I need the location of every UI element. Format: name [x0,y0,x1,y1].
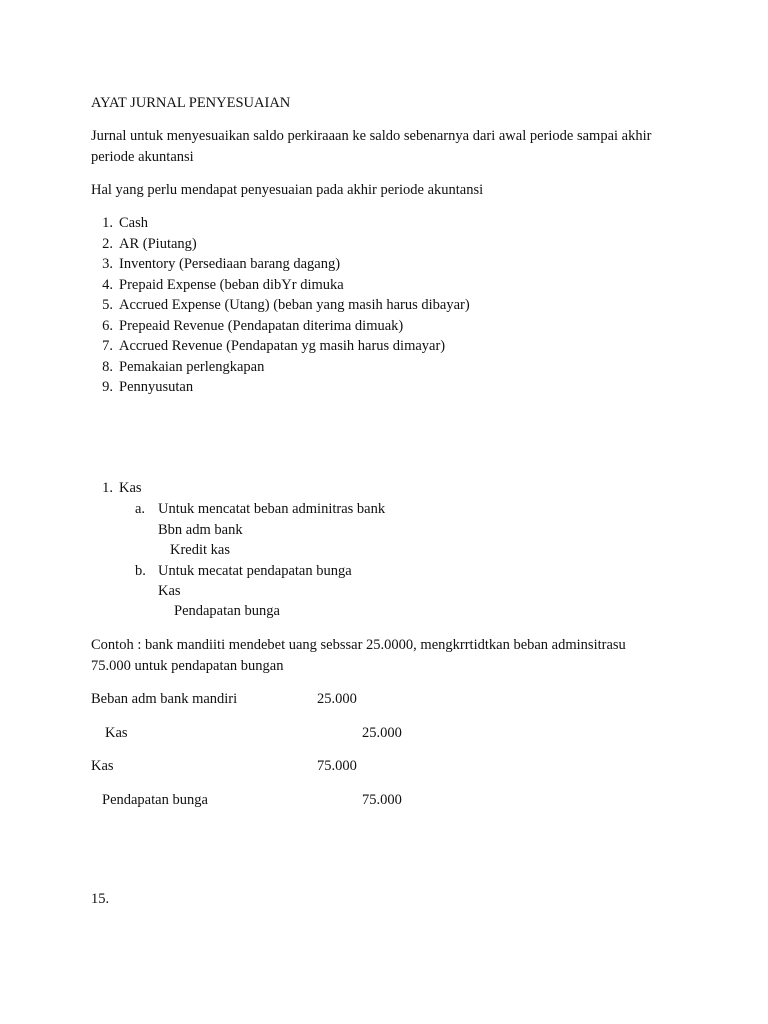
page-title: AYAT JURNAL PENYESUAIAN [91,95,291,111]
list-item-text: Prepaid Expense (beban dibYr dimuka [119,276,344,293]
intro-text: Hal yang perlu mendapat penyesuaian pada akhir periode akuntansi [91,182,484,198]
list-item-text: Inventory (Persediaan barang dagang) [119,256,341,272]
list-item-text: Accrued Revenue (Pendapatan yg masih harus dimayar) [119,338,446,354]
kas-item-a [135,499,385,520]
page-number: 15. [91,891,110,907]
kas-heading [91,478,142,499]
list-item-number: 4. [102,276,113,293]
list-item-number: 8. [102,358,113,375]
list-item-text: AR (Piutang) [119,235,197,252]
list-item-number: 3. [102,256,113,272]
journal-credit: 75.000 [362,792,402,808]
kas-item-b [135,561,352,582]
journal-credit: 25.000 [362,725,402,741]
list-item-number: 9. [102,379,113,395]
kas-heading-number: 1. [102,480,113,496]
journal-account: Kas [91,758,114,774]
list-item-text: Cash [119,215,148,231]
journal-debit: 75.000 [317,758,357,774]
kas-item-a-label: a. [135,501,146,517]
list-item-text: Pemakaian perlengkapan [119,358,265,375]
kas-item-b-label: b. [135,563,146,579]
kas-item-b-debit: Kas [158,583,181,599]
example-line-1: Contoh : bank mandiiti mendebet uang sebssar 25.0000, mengkrrtidtkan beban adminsitrasu [91,637,626,653]
list-item-text: Accrued Expense (Utang) (beban yang masih harus dibayar) [119,297,470,313]
list-item-number: 7. [102,338,113,354]
list-item-number: 5. [102,297,113,313]
journal-account: Kas [105,725,128,741]
list-item [91,254,470,275]
kas-item-a-debit: Bbn adm bank [158,522,243,538]
list-item [91,234,470,255]
list-item-number: 6. [102,317,113,334]
list-item-number: 2. [102,235,113,252]
adjustment-list [91,213,470,398]
list-item [91,213,470,234]
kas-item-b-text: Untuk mecatat pendapatan bunga [158,563,352,579]
list-item [91,336,470,357]
list-item-number: 1. [102,215,113,231]
list-item [91,377,470,398]
definition-line-2: periode akuntansi [91,149,194,165]
example-line-2: 75.000 untuk pendapatan bungan [91,658,284,674]
list-item [91,357,470,378]
journal-debit: 25.000 [317,691,357,707]
kas-item-a-text: Untuk mencatat beban adminitras bank [158,501,386,517]
list-item-text: Prepeaid Revenue (Pendapatan diterima dimuak) [119,317,404,334]
list-item [91,295,470,316]
kas-heading-text: Kas [119,480,142,496]
kas-item-b-credit: Pendapatan bunga [174,603,280,619]
journal-account: Pendapatan bunga [102,792,208,808]
definition-line-1: Jurnal untuk menyesuaikan saldo perkiraaan ke saldo sebenarnya dari awal periode sampai akhir [91,128,652,144]
list-item [91,316,470,337]
list-item [91,275,470,296]
kas-item-a-credit: Kredit kas [170,542,230,558]
list-item-text: Pennyusutan [119,379,194,395]
journal-account: Beban adm bank mandiri [91,691,238,707]
